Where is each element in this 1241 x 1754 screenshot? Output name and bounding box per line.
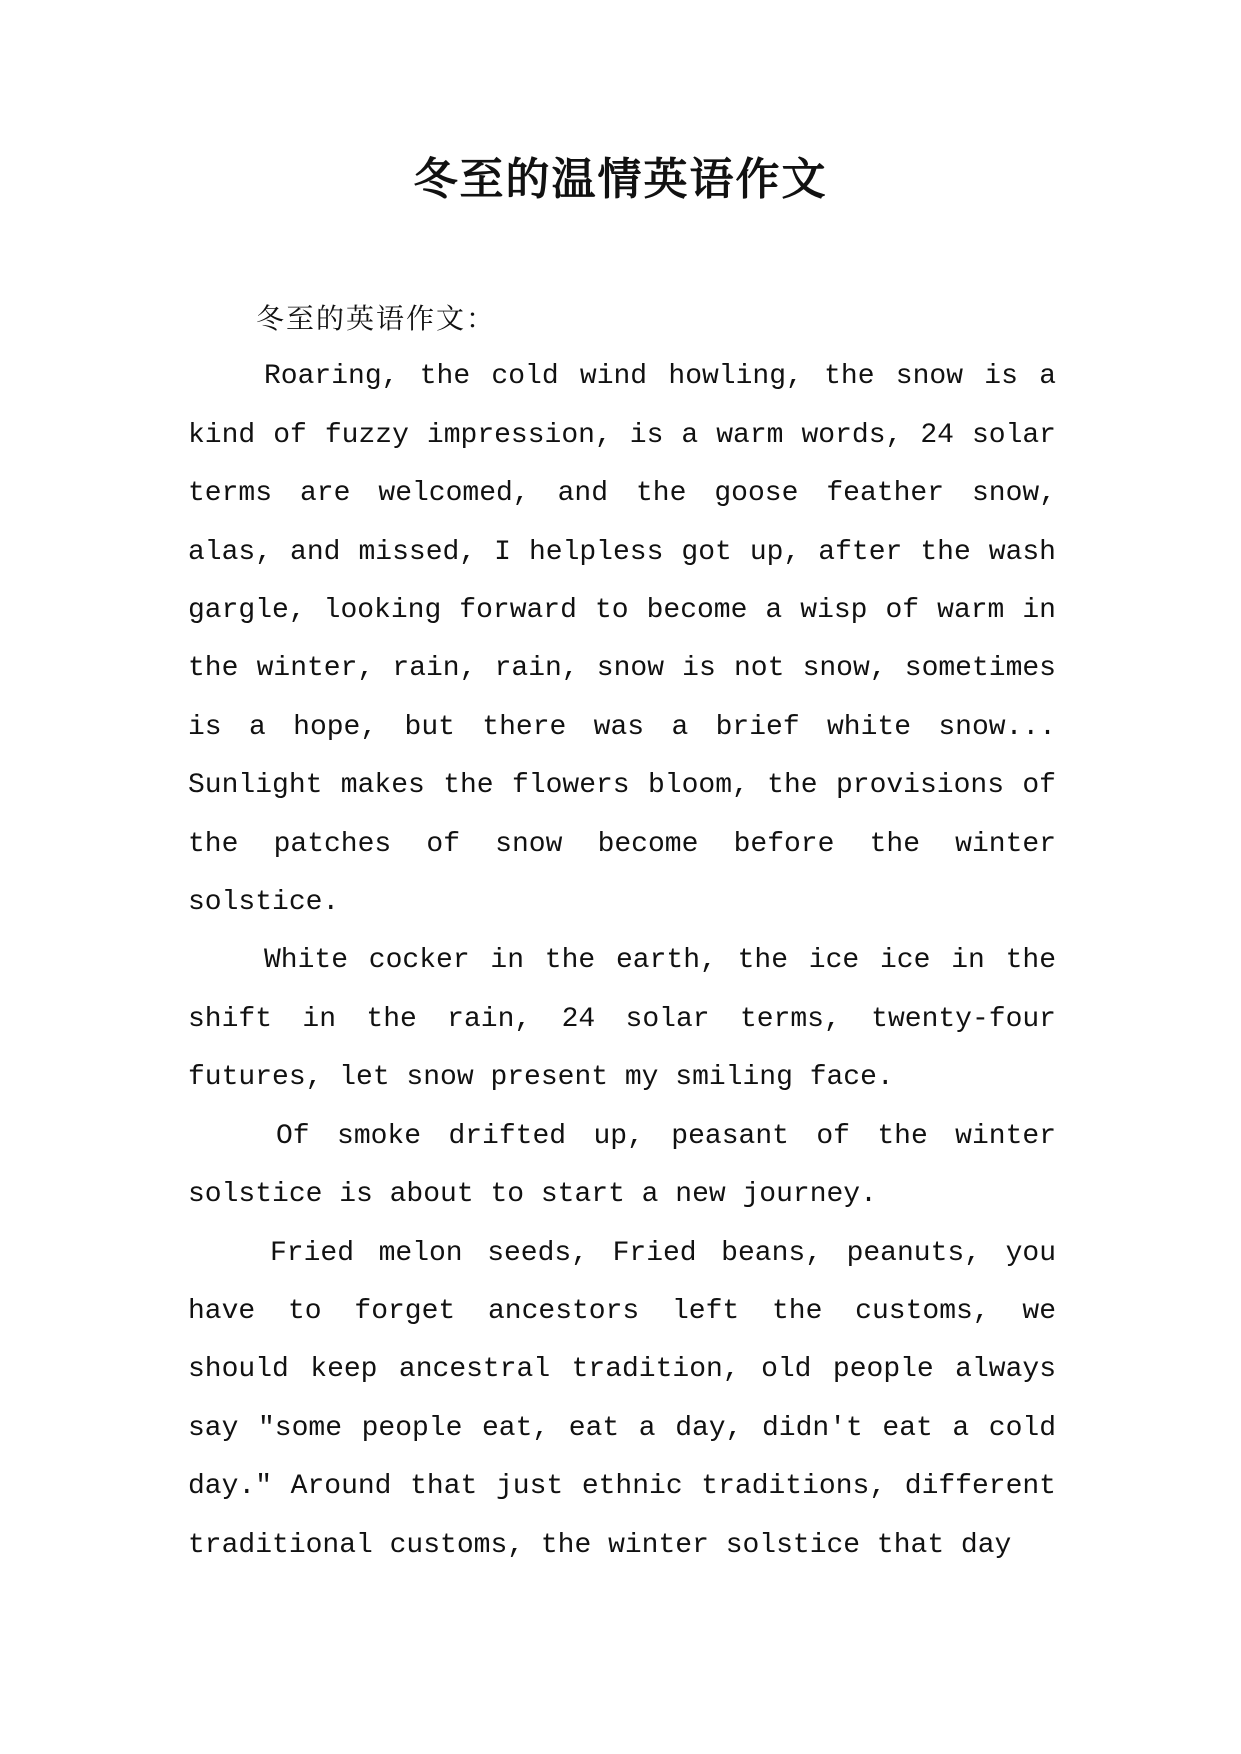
document-title: 冬至的温情英语作文 [413,154,828,205]
paragraph-1: Roaring, the cold wind howling, the snow is a kind of fuzzy impression, is a warm words, 24 solar terms are welcomed, and the goose feather snow, alas, and missed, I helpless got up, after the wash gargle, looking forward to become a wisp of warm in the winter, rain, rain, snow is not snow, sometimes is a hope, but there was a brief white snow... Sunlight makes the flowers bloom, the provisions of the patches of snow become before the winter solstice. [188,361,1056,919]
intro-line: 冬至的英语作文： [256,302,497,335]
paragraph-2: White cocker in the earth, the ice ice in the shift in the rain, 24 solar terms, twenty-four futures, let snow present my smiling face. [188,945,1056,1094]
paragraph-4: Fried melon seeds, Fried beans, peanuts, you have to forget ancestors left the customs, we should keep ancestral tradition, old people always say "some people eat, eat a day, didn't eat a cold day." Around that just ethnic traditions, different traditional customs, the winter solstice that day [188,1237,1056,1561]
paragraph-3: Of smoke drifted up, peasant of the winter solstice is about to start a new journey. [188,1120,1056,1211]
document-body [188,290,1056,1575]
